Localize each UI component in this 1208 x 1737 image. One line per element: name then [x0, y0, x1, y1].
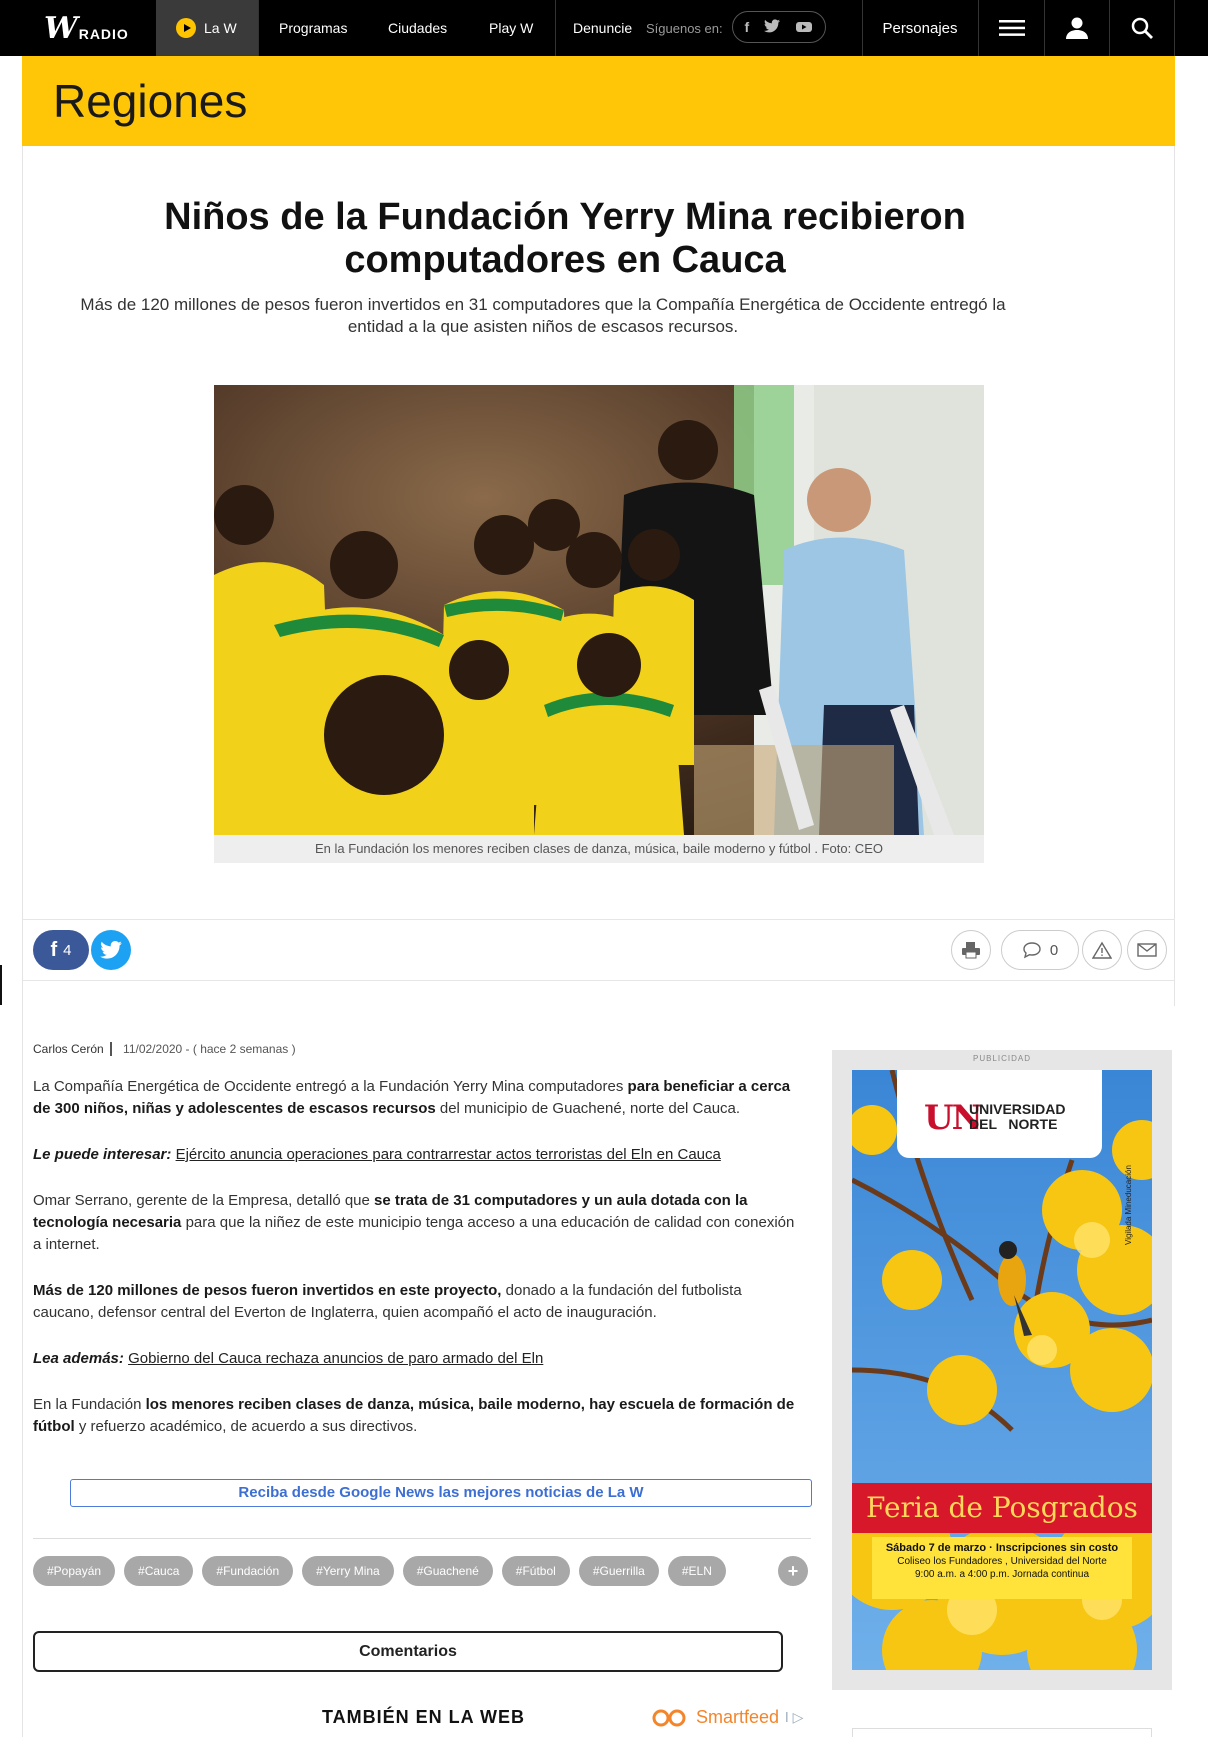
- bold-text: los menores reciben clases de danza, música, baile moderno, hay escuela de formación de fútbol: [33, 1396, 795, 1435]
- text: En la Fundación: [33, 1396, 146, 1413]
- share-bar: [22, 919, 1175, 981]
- w-radio-logo[interactable]: [44, 11, 129, 46]
- ad-vertical-text: Vigilada Mineducación: [1124, 1165, 1133, 1245]
- nav-item-ciudades[interactable]: Ciudades: [388, 20, 448, 36]
- advertisement: [832, 1050, 1172, 1690]
- university-name: [969, 1102, 1065, 1132]
- tag-chip[interactable]: #Cauca: [124, 1556, 193, 1586]
- article-body: [33, 1076, 803, 1462]
- text: donado a la fundación del futbolista caucano, defensor central del Everton de Inglaterra, quien acompañó el acto de inauguración.: [33, 1282, 742, 1321]
- comments-count-button[interactable]: [1001, 930, 1079, 970]
- text: La Compañía Energética de Occidente entregó a la Fundación Yerry Mina computadores: [33, 1078, 628, 1095]
- youtube-icon[interactable]: [795, 18, 813, 37]
- nav-item-play-w[interactable]: Play W: [489, 20, 534, 36]
- ad-logo-card: [897, 1070, 1102, 1158]
- facebook-icon[interactable]: f: [744, 19, 750, 35]
- print-icon: [961, 941, 981, 959]
- warning-icon: [1092, 941, 1112, 959]
- print-button[interactable]: [951, 930, 991, 970]
- university-name-line: DEL NORTE: [969, 1116, 1058, 1132]
- related-label: Le puede interesar:: [33, 1146, 172, 1163]
- mail-icon: [1137, 942, 1157, 958]
- user-button[interactable]: [1045, 0, 1109, 56]
- smartfeed-logo[interactable]: [652, 1707, 803, 1728]
- follow-label: Síguenos en:: [646, 20, 723, 36]
- article-subhead: Más de 120 millones de pesos fueron invertidos en 31 computadores que la Compañía Energética de Occidente entregó la entidad a la que asisten niños de escasos recursos.: [80, 295, 1006, 336]
- search-button[interactable]: [1110, 0, 1174, 56]
- text: Omar Serrano, gerente de la Empresa, detalló que: [33, 1192, 375, 1209]
- tag-chip[interactable]: #Fundación: [202, 1556, 293, 1586]
- sidebar-widget: [852, 1728, 1152, 1737]
- twitter-share-button[interactable]: [91, 930, 131, 970]
- tag-chip[interactable]: #Guerrilla: [579, 1556, 659, 1586]
- paragraph: [33, 1076, 803, 1120]
- nav-divider: [978, 0, 979, 56]
- search-icon: [1131, 17, 1153, 39]
- twitter-icon[interactable]: [764, 19, 780, 36]
- nav-divider: [1174, 0, 1175, 56]
- email-button[interactable]: [1127, 930, 1167, 970]
- google-news-banner[interactable]: Reciba desde Google News las mejores noticias de La W: [70, 1479, 812, 1507]
- related-link-paragraph: [33, 1348, 803, 1370]
- user-icon: [1066, 17, 1088, 39]
- nav-item-denuncie[interactable]: Denuncie: [573, 20, 633, 36]
- text: para que la niñez de este municipio tenga acceso a una educación de calidad con conexión a internet.: [33, 1214, 795, 1253]
- section-banner: [22, 56, 1175, 146]
- tag-chip[interactable]: #Popayán: [33, 1556, 115, 1586]
- tag-chip[interactable]: #ELN: [668, 1556, 726, 1586]
- social-links: [732, 11, 826, 43]
- text-cursor: [0, 965, 2, 1005]
- tag-chip[interactable]: #Fútbol: [502, 1556, 570, 1586]
- play-icon: [176, 18, 196, 38]
- top-navigation: [0, 0, 1208, 56]
- related-article-link[interactable]: Ejército anuncia operaciones para contrarrestar actos terroristas del Eln en Cauca: [175, 1146, 721, 1163]
- facebook-share-button[interactable]: [33, 930, 89, 970]
- author-name[interactable]: Carlos Cerón: [33, 1042, 112, 1056]
- nav-divider: [555, 0, 556, 56]
- nav-item-programas[interactable]: Programas: [279, 20, 348, 36]
- ad-headline: Feria de Posgrados: [852, 1483, 1152, 1533]
- university-logo-mark: UN: [924, 1098, 981, 1138]
- ad-detail-line: Sábado 7 de marzo · Inscripciones sin costo: [885, 1542, 1119, 1554]
- article-headline: Niños de la Fundación Yerry Mina recibieron computadores en Cauca: [164, 196, 966, 281]
- ad-detail-line: Coliseo los Fundadores , Universidad del Norte: [897, 1556, 1107, 1567]
- logo-mark: W: [44, 11, 76, 46]
- divider: [33, 1538, 811, 1539]
- ad-label: PUBLICIDAD: [972, 1054, 1031, 1063]
- facebook-icon: f: [50, 938, 58, 961]
- paragraph: [33, 1394, 803, 1438]
- hamburger-icon: [999, 20, 1025, 36]
- article-photo[interactable]: [214, 385, 984, 835]
- bold-text: para beneficiar a cerca de 300 niños, niñas y adolescentes de escasos recursos: [33, 1078, 791, 1117]
- comment-count: 0: [1049, 941, 1059, 959]
- comments-button[interactable]: Comentarios: [33, 1631, 783, 1672]
- related-web-title: TAMBIÉN EN LA WEB: [322, 1707, 525, 1727]
- text: del municipio de Guachené, norte del Cauca.: [435, 1100, 741, 1117]
- byline: [33, 1042, 296, 1056]
- publish-date: 11/02/2020 - ( hace 2 semanas ): [123, 1042, 296, 1056]
- nav-divider: [258, 0, 259, 56]
- related-label: Lea además:: [33, 1350, 124, 1367]
- ad-detail-line: 9:00 a.m. a 4:00 p.m. Jornada continua: [915, 1569, 1089, 1580]
- paragraph: [33, 1280, 803, 1324]
- report-button[interactable]: [1082, 930, 1122, 970]
- university-name-line: UNIVERSIDAD: [969, 1101, 1066, 1117]
- text: y refuerzo académico, de acuerdo a sus directivos.: [74, 1418, 418, 1435]
- nav-item-label: La W: [204, 20, 237, 36]
- nav-item-la-w[interactable]: [156, 0, 258, 56]
- comment-icon: [1022, 941, 1042, 959]
- nav-item-personajes[interactable]: Personajes: [882, 19, 958, 37]
- twitter-icon: [100, 941, 122, 959]
- adchoices-icon[interactable]: ǀ ▷: [785, 1709, 804, 1725]
- paragraph: [33, 1190, 803, 1256]
- bold-text: Más de 120 millones de pesos fueron invertidos en este proyecto,: [33, 1282, 502, 1299]
- ad-details: [872, 1537, 1132, 1599]
- facebook-share-count: 4: [63, 941, 72, 959]
- related-link-paragraph: [33, 1144, 803, 1166]
- smartfeed-icon: [652, 1709, 696, 1727]
- content-frame-right: [1174, 146, 1175, 1006]
- photo-caption: En la Fundación los menores reciben clases de danza, música, baile moderno y fútbol . Foto: CEO: [214, 835, 984, 863]
- section-title[interactable]: Regiones: [53, 75, 248, 127]
- related-article-link[interactable]: Gobierno del Cauca rechaza anuncios de paro armado del Eln: [128, 1350, 544, 1367]
- menu-button[interactable]: [980, 0, 1044, 56]
- tag-list: [33, 1556, 726, 1586]
- logo-text: RADIO: [78, 26, 129, 42]
- tag-chip[interactable]: #Yerry Mina: [302, 1556, 394, 1586]
- more-tags-button[interactable]: +: [778, 1556, 808, 1586]
- smartfeed-label: Smartfeed: [696, 1707, 780, 1727]
- ad-creative[interactable]: [852, 1070, 1152, 1670]
- bold-text: se trata de 31 computadores y un aula dotada con la tecnología necesaria: [33, 1192, 748, 1231]
- tag-chip[interactable]: #Guachené: [403, 1556, 493, 1586]
